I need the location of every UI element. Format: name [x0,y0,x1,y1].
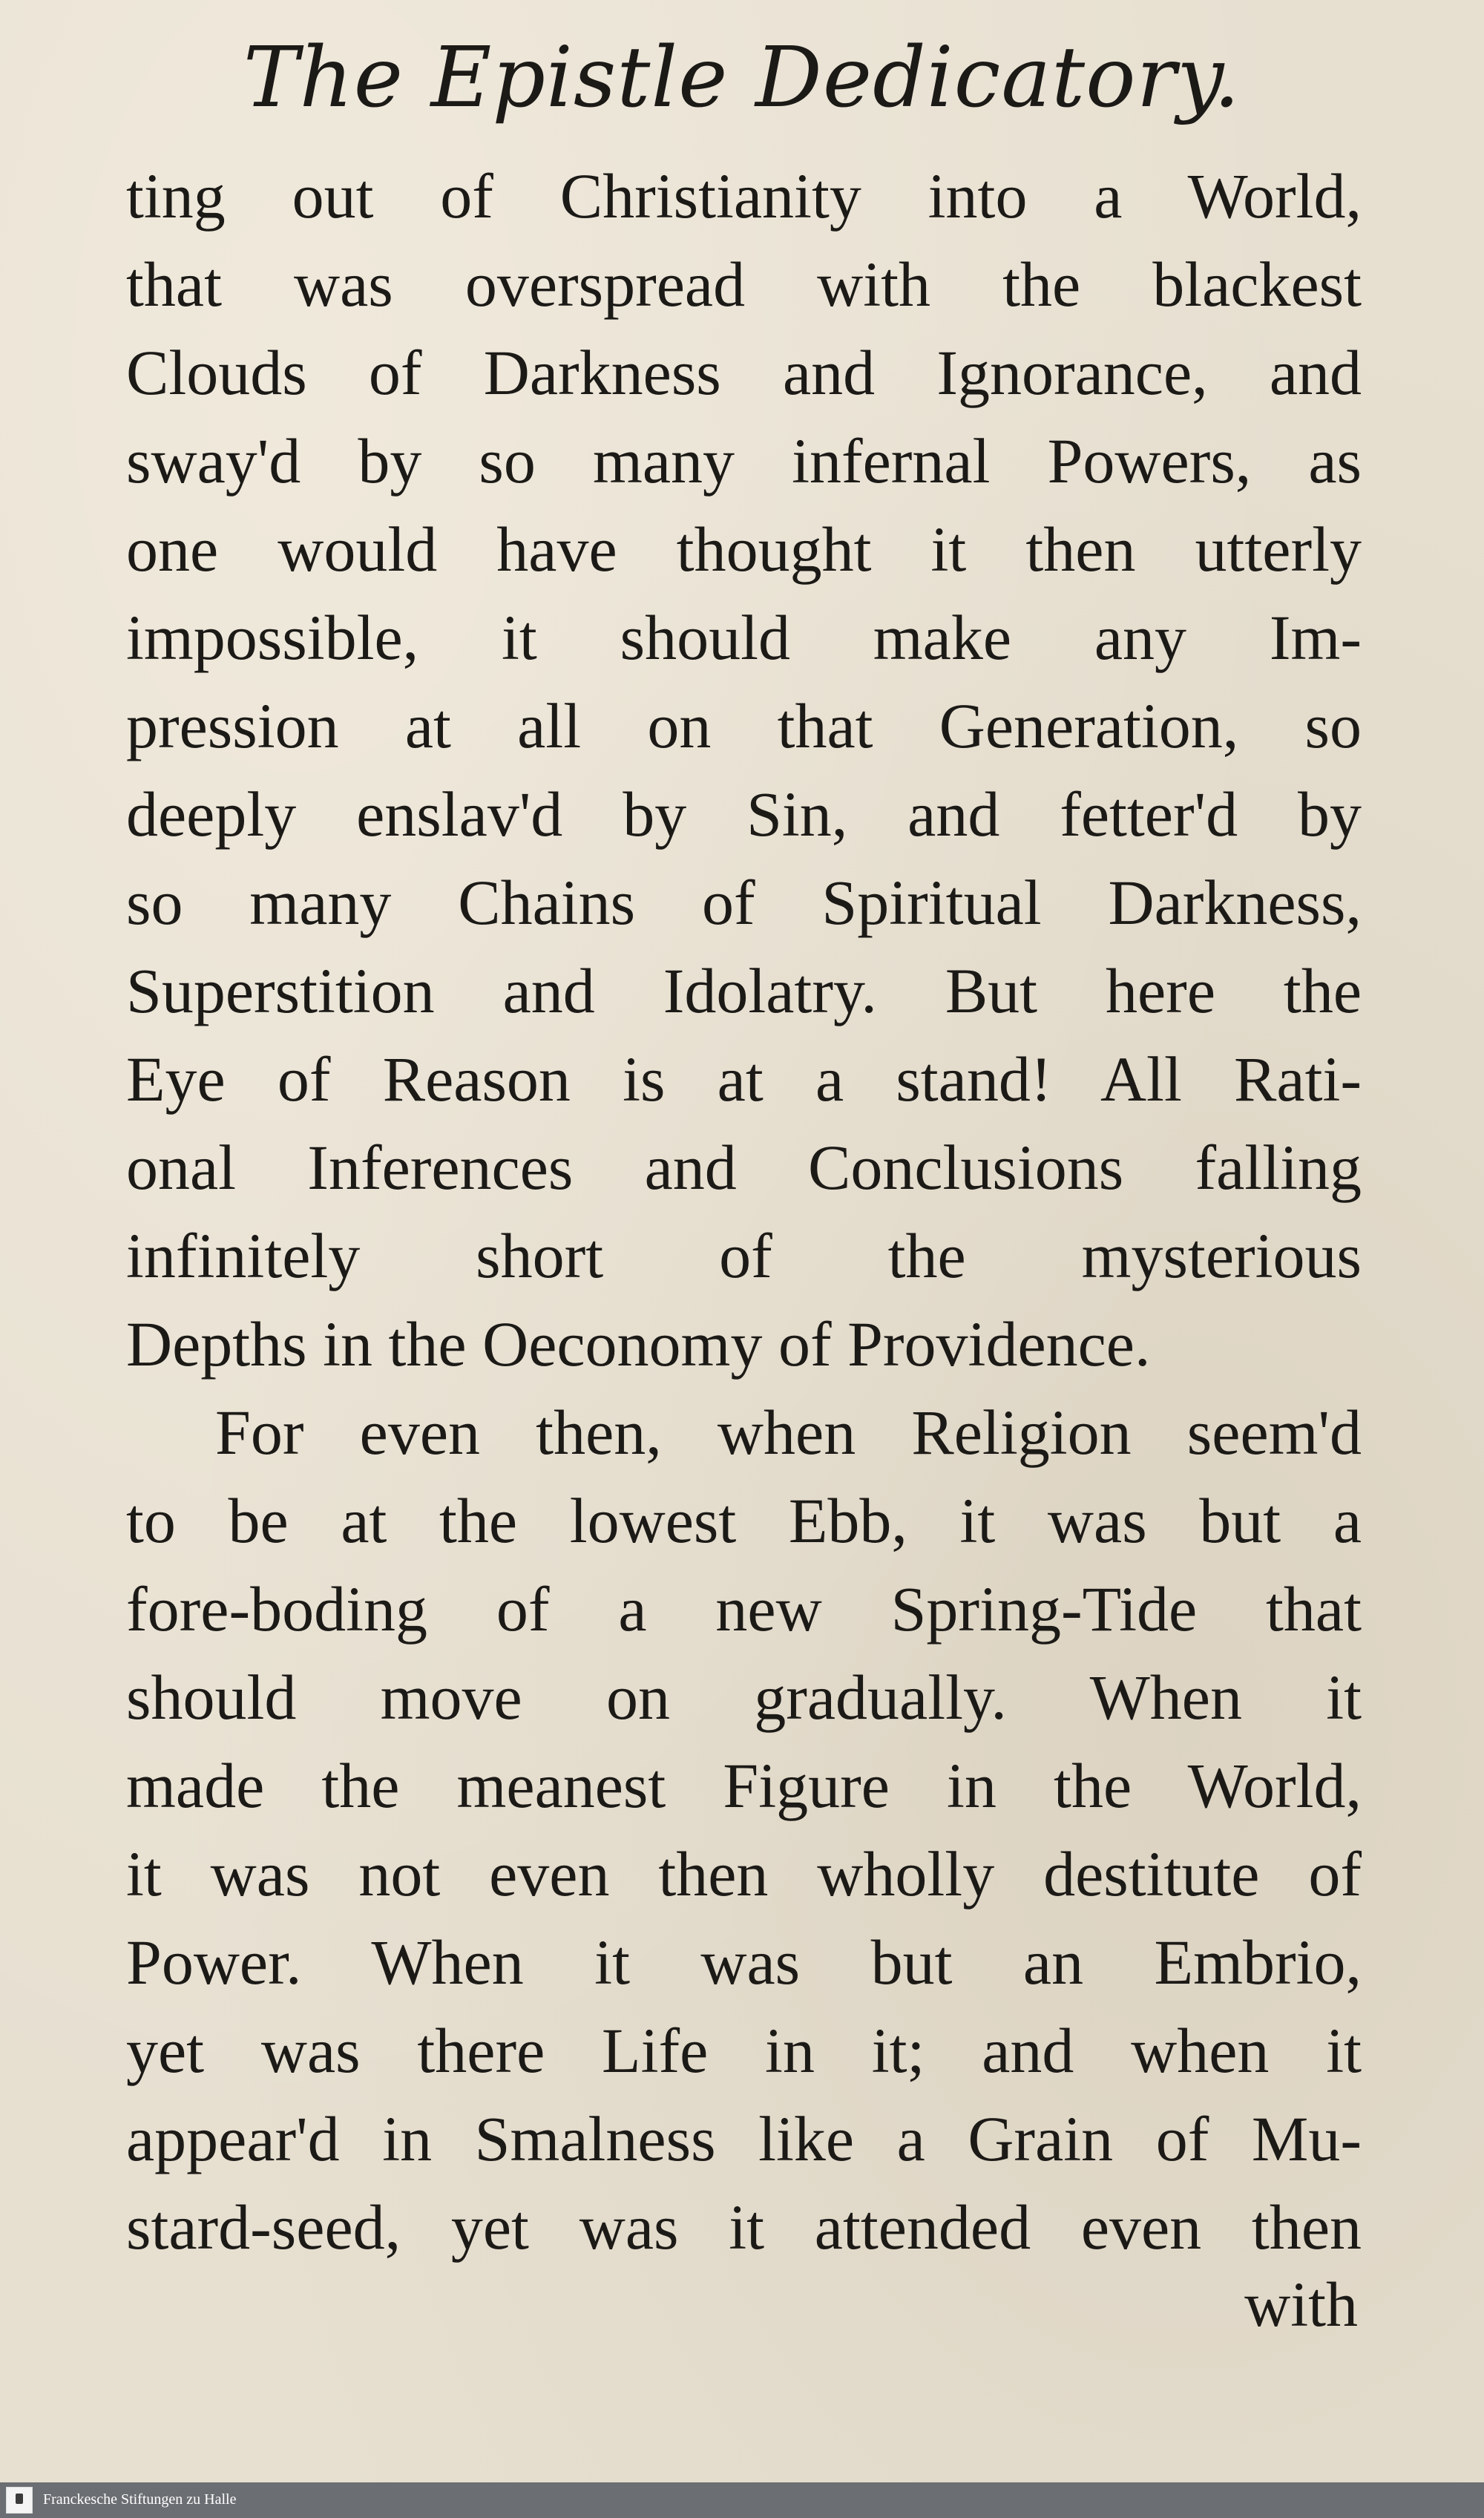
running-head: The Epistle Dedicatory. [243,30,1241,126]
text-line: yet was there Life in it; and when it [126,2015,1362,2086]
institution-logo-icon [6,2487,33,2514]
text-line: ting out of Christianity into a World, [126,160,1362,232]
text-line: to be at the lowest Ebb, it was but a [126,1485,1362,1556]
text-line: it was not even then wholly destitute of [126,1838,1362,1909]
text-line: Eye of Reason is at a stand! All Rati- [126,1043,1362,1115]
text-line: Superstition and Idolatry. But here the [126,955,1362,1026]
text-line: deeply enslav'd by Sin, and fetter'd by [126,778,1362,850]
text-line: one would have thought it then utterly [126,514,1362,585]
text-line: infinitely short of the mysterious [126,1220,1362,1291]
catchword: with [1244,2269,1358,2340]
text-line: onal Inferences and Conclusions falling [126,1132,1362,1203]
footer-bar [0,2482,1484,2518]
text-line: sway'd by so many infernal Powers, as [126,425,1362,496]
text-line: pression at all on that Generation, so [126,690,1362,761]
text-line: that was overspread with the blackest [126,249,1362,320]
text-line: made the meanest Figure in the World, [126,1750,1362,1821]
text-line: Depths in the Oeconomy of Providence. [126,1308,1151,1380]
footer-institution-label: Franckesche Stiftungen zu Halle [43,2491,237,2508]
text-line: so many Chains of Spiritual Darkness, [126,867,1362,938]
text-line: should move on gradually. When it [126,1662,1362,1733]
text-line: fore-boding of a new Spring-Tide that [126,1573,1362,1645]
text-line: For even then, when Religion seem'd [215,1397,1362,1468]
text-line: impossible, it should make any Im- [126,602,1362,673]
text-line: Power. When it was but an Embrio, [126,1927,1362,1998]
text-line: Clouds of Darkness and Ignorance, and [126,337,1362,408]
body-text [126,152,1362,2272]
text-line: stard-seed, yet was it attended even then [126,2191,1362,2263]
text-line: appear'd in Smalness like a Grain of Mu- [126,2103,1362,2174]
